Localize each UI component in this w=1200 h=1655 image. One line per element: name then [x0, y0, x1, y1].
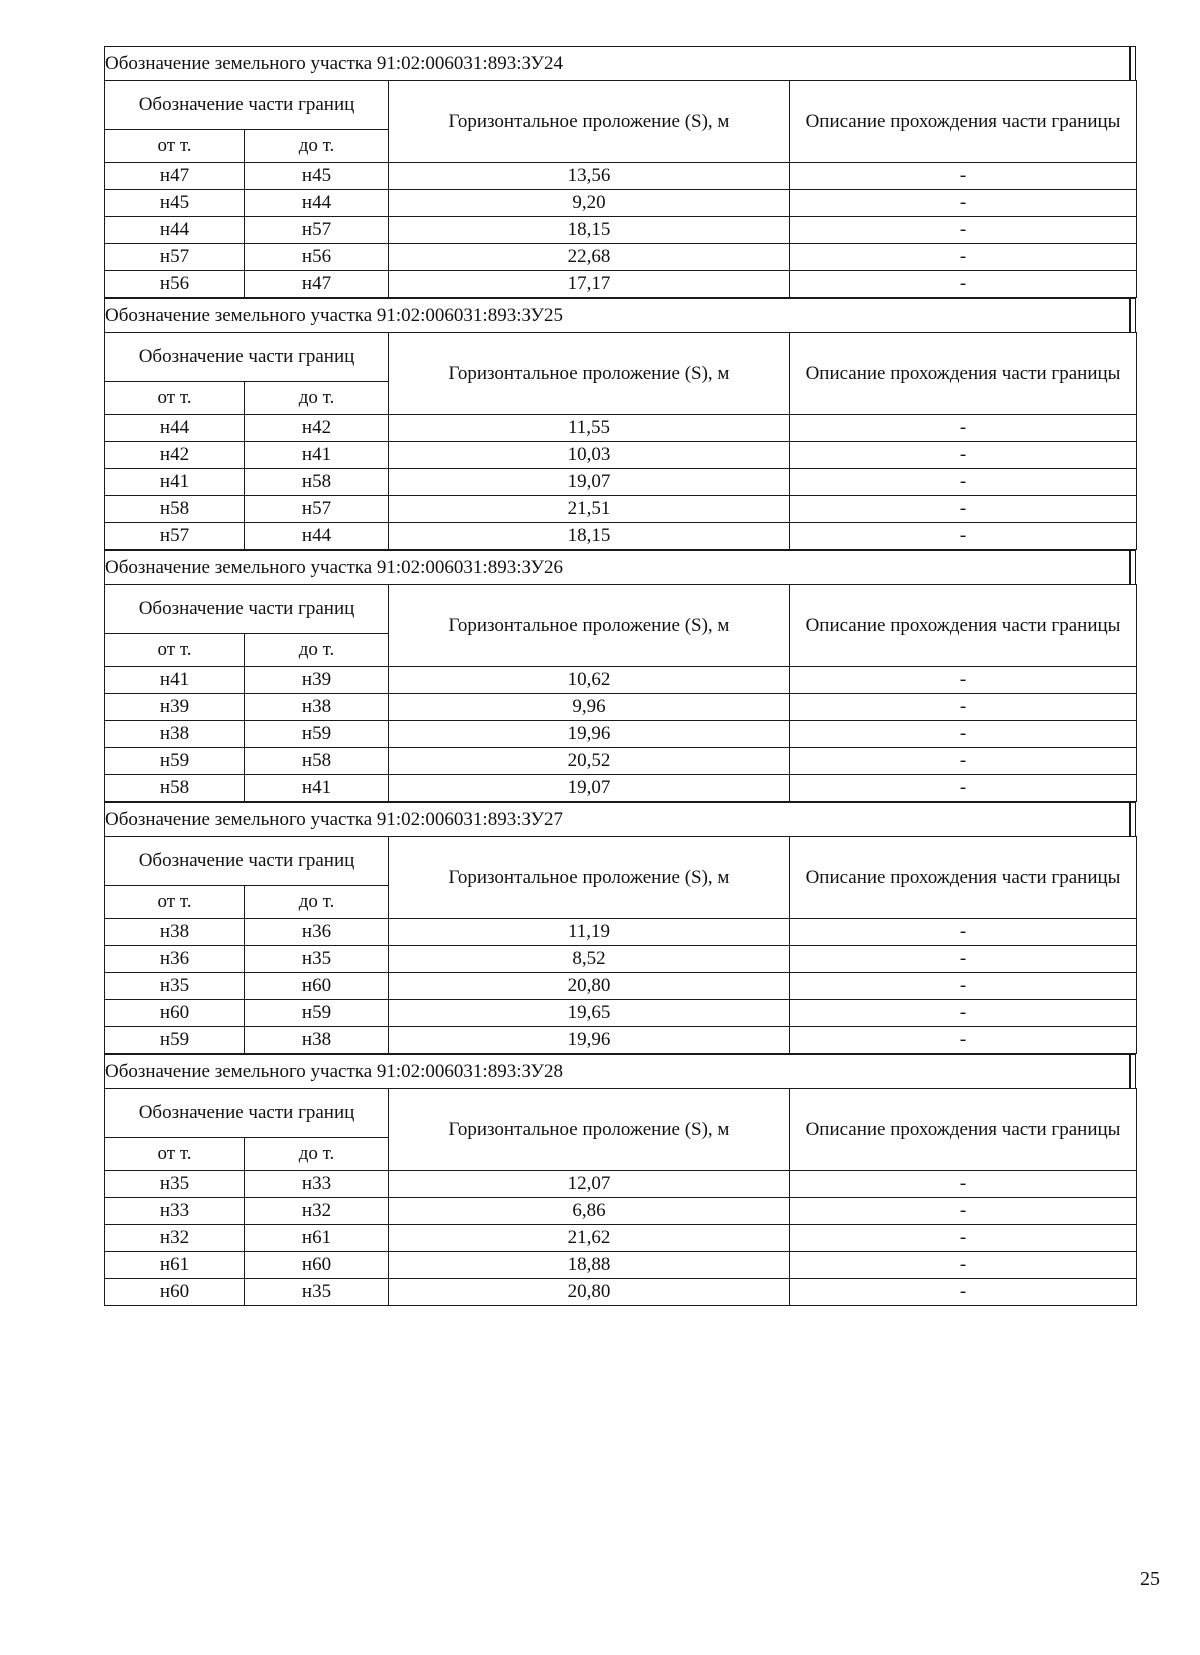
to-point-cell: н44 — [245, 523, 389, 550]
header-from-point: от т. — [105, 1138, 245, 1171]
table-row — [105, 442, 1137, 469]
to-point-cell: н39 — [245, 667, 389, 694]
title-border-mark — [1129, 551, 1131, 584]
to-point-cell: н38 — [245, 694, 389, 721]
description-cell: - — [790, 667, 1137, 694]
distance-cell: 12,07 — [389, 1171, 790, 1198]
from-point-cell: н60 — [105, 1279, 245, 1306]
table-row — [105, 946, 1137, 973]
header-part-group: Обозначение части границ — [105, 1089, 389, 1138]
table-row — [105, 1225, 1137, 1252]
title-border-mark — [1129, 803, 1131, 836]
description-cell: - — [790, 748, 1137, 775]
header-description: Описание прохождения части границы — [790, 1089, 1137, 1171]
to-point-cell: н57 — [245, 496, 389, 523]
header-description: Описание прохождения части границы — [790, 81, 1137, 163]
section-title — [104, 802, 1136, 836]
from-point-cell: н60 — [105, 1000, 245, 1027]
table-row — [105, 496, 1137, 523]
description-cell: - — [790, 919, 1137, 946]
boundary-table — [104, 836, 1137, 1054]
to-point-cell: н59 — [245, 721, 389, 748]
from-point-cell: н41 — [105, 469, 245, 496]
description-cell: - — [790, 694, 1137, 721]
page-number: 25 — [1140, 1568, 1160, 1590]
table-row — [105, 919, 1137, 946]
header-part-group: Обозначение части границ — [105, 837, 389, 886]
distance-cell: 18,15 — [389, 523, 790, 550]
to-point-cell: н38 — [245, 1027, 389, 1054]
table-row — [105, 469, 1137, 496]
from-point-cell: н39 — [105, 694, 245, 721]
table-row — [105, 748, 1137, 775]
distance-cell: 11,19 — [389, 919, 790, 946]
distance-cell: 22,68 — [389, 244, 790, 271]
title-border-mark — [1129, 47, 1131, 80]
land-plot-designation: Обозначение земельного участка 91:02:006031:893:ЗУ27 — [105, 809, 563, 830]
table-row — [105, 1279, 1137, 1306]
to-point-cell: н57 — [245, 217, 389, 244]
description-cell: - — [790, 163, 1137, 190]
boundary-table — [104, 332, 1137, 550]
distance-cell: 19,07 — [389, 775, 790, 802]
table-row — [105, 1252, 1137, 1279]
header-from-point: от т. — [105, 382, 245, 415]
description-cell: - — [790, 775, 1137, 802]
table-row — [105, 667, 1137, 694]
from-point-cell: н35 — [105, 1171, 245, 1198]
description-cell: - — [790, 1027, 1137, 1054]
from-point-cell: н57 — [105, 244, 245, 271]
description-cell: - — [790, 973, 1137, 1000]
table-row — [105, 523, 1137, 550]
distance-cell: 21,51 — [389, 496, 790, 523]
distance-cell: 21,62 — [389, 1225, 790, 1252]
header-to-point: до т. — [245, 130, 389, 163]
header-part-group: Обозначение части границ — [105, 585, 389, 634]
title-border-mark — [1129, 299, 1131, 332]
land-plot-designation: Обозначение земельного участка 91:02:006031:893:ЗУ28 — [105, 1061, 563, 1082]
header-part-group: Обозначение части границ — [105, 333, 389, 382]
table-row — [105, 271, 1137, 298]
header-horizontal-distance: Горизонтальное проложение (S), м — [389, 333, 790, 415]
from-point-cell: н38 — [105, 919, 245, 946]
section-title — [104, 298, 1136, 332]
to-point-cell: н60 — [245, 1252, 389, 1279]
to-point-cell: н41 — [245, 442, 389, 469]
distance-cell: 9,20 — [389, 190, 790, 217]
land-plot-designation: Обозначение земельного участка 91:02:006031:893:ЗУ26 — [105, 557, 563, 578]
header-part-group: Обозначение части границ — [105, 81, 389, 130]
header-horizontal-distance: Горизонтальное проложение (S), м — [389, 1089, 790, 1171]
section-title — [104, 46, 1136, 80]
boundary-table — [104, 1088, 1137, 1306]
table-row — [105, 1171, 1137, 1198]
from-point-cell: н38 — [105, 721, 245, 748]
table-row — [105, 1027, 1137, 1054]
description-cell: - — [790, 1171, 1137, 1198]
distance-cell: 6,86 — [389, 1198, 790, 1225]
to-point-cell: н35 — [245, 946, 389, 973]
description-cell: - — [790, 1000, 1137, 1027]
boundary-tables — [104, 46, 1136, 1306]
from-point-cell: н32 — [105, 1225, 245, 1252]
description-cell: - — [790, 496, 1137, 523]
table-row — [105, 1198, 1137, 1225]
to-point-cell: н36 — [245, 919, 389, 946]
header-to-point: до т. — [245, 1138, 389, 1171]
header-description: Описание прохождения части границы — [790, 333, 1137, 415]
header-description: Описание прохождения части границы — [790, 585, 1137, 667]
description-cell: - — [790, 190, 1137, 217]
to-point-cell: н35 — [245, 1279, 389, 1306]
distance-cell: 18,15 — [389, 217, 790, 244]
from-point-cell: н45 — [105, 190, 245, 217]
from-point-cell: н56 — [105, 271, 245, 298]
description-cell: - — [790, 1225, 1137, 1252]
table-row — [105, 415, 1137, 442]
to-point-cell: н56 — [245, 244, 389, 271]
distance-cell: 17,17 — [389, 271, 790, 298]
from-point-cell: н35 — [105, 973, 245, 1000]
table-row — [105, 217, 1137, 244]
header-row — [105, 81, 1137, 130]
from-point-cell: н58 — [105, 496, 245, 523]
distance-cell: 9,96 — [389, 694, 790, 721]
header-row — [105, 1089, 1137, 1138]
section-title — [104, 550, 1136, 584]
distance-cell: 19,96 — [389, 721, 790, 748]
to-point-cell: н60 — [245, 973, 389, 1000]
table-row — [105, 163, 1137, 190]
header-from-point: от т. — [105, 886, 245, 919]
distance-cell: 13,56 — [389, 163, 790, 190]
to-point-cell: н41 — [245, 775, 389, 802]
table-row — [105, 973, 1137, 1000]
from-point-cell: н44 — [105, 217, 245, 244]
distance-cell: 8,52 — [389, 946, 790, 973]
description-cell: - — [790, 523, 1137, 550]
section-title — [104, 1054, 1136, 1088]
title-border-mark — [1129, 1055, 1131, 1088]
distance-cell: 20,52 — [389, 748, 790, 775]
header-to-point: до т. — [245, 886, 389, 919]
description-cell: - — [790, 244, 1137, 271]
land-plot-designation: Обозначение земельного участка 91:02:006031:893:ЗУ25 — [105, 305, 563, 326]
description-cell: - — [790, 217, 1137, 244]
to-point-cell: н58 — [245, 748, 389, 775]
header-row — [105, 333, 1137, 382]
to-point-cell: н33 — [245, 1171, 389, 1198]
header-horizontal-distance: Горизонтальное проложение (S), м — [389, 81, 790, 163]
from-point-cell: н57 — [105, 523, 245, 550]
table-row — [105, 190, 1137, 217]
description-cell: - — [790, 442, 1137, 469]
distance-cell: 18,88 — [389, 1252, 790, 1279]
from-point-cell: н42 — [105, 442, 245, 469]
header-to-point: до т. — [245, 382, 389, 415]
to-point-cell: н42 — [245, 415, 389, 442]
boundary-table — [104, 80, 1137, 298]
distance-cell: 11,55 — [389, 415, 790, 442]
table-row — [105, 775, 1137, 802]
distance-cell: 10,62 — [389, 667, 790, 694]
header-horizontal-distance: Горизонтальное проложение (S), м — [389, 837, 790, 919]
to-point-cell: н32 — [245, 1198, 389, 1225]
from-point-cell: н47 — [105, 163, 245, 190]
from-point-cell: н41 — [105, 667, 245, 694]
distance-cell: 19,07 — [389, 469, 790, 496]
to-point-cell: н59 — [245, 1000, 389, 1027]
table-row — [105, 244, 1137, 271]
to-point-cell: н45 — [245, 163, 389, 190]
description-cell: - — [790, 1279, 1137, 1306]
to-point-cell: н44 — [245, 190, 389, 217]
header-horizontal-distance: Горизонтальное проложение (S), м — [389, 585, 790, 667]
from-point-cell: н59 — [105, 748, 245, 775]
distance-cell: 20,80 — [389, 973, 790, 1000]
header-row — [105, 585, 1137, 634]
to-point-cell: н58 — [245, 469, 389, 496]
description-cell: - — [790, 946, 1137, 973]
land-plot-designation: Обозначение земельного участка 91:02:006031:893:ЗУ24 — [105, 53, 563, 74]
from-point-cell: н61 — [105, 1252, 245, 1279]
header-from-point: от т. — [105, 130, 245, 163]
header-description: Описание прохождения части границы — [790, 837, 1137, 919]
description-cell: - — [790, 1198, 1137, 1225]
distance-cell: 10,03 — [389, 442, 790, 469]
to-point-cell: н47 — [245, 271, 389, 298]
distance-cell: 19,65 — [389, 1000, 790, 1027]
distance-cell: 20,80 — [389, 1279, 790, 1306]
from-point-cell: н33 — [105, 1198, 245, 1225]
distance-cell: 19,96 — [389, 1027, 790, 1054]
header-from-point: от т. — [105, 634, 245, 667]
description-cell: - — [790, 1252, 1137, 1279]
table-row — [105, 721, 1137, 748]
table-row — [105, 1000, 1137, 1027]
header-row — [105, 837, 1137, 886]
header-to-point: до т. — [245, 634, 389, 667]
description-cell: - — [790, 415, 1137, 442]
description-cell: - — [790, 469, 1137, 496]
to-point-cell: н61 — [245, 1225, 389, 1252]
from-point-cell: н44 — [105, 415, 245, 442]
table-row — [105, 694, 1137, 721]
from-point-cell: н58 — [105, 775, 245, 802]
from-point-cell: н59 — [105, 1027, 245, 1054]
description-cell: - — [790, 271, 1137, 298]
from-point-cell: н36 — [105, 946, 245, 973]
boundary-table — [104, 584, 1137, 802]
description-cell: - — [790, 721, 1137, 748]
